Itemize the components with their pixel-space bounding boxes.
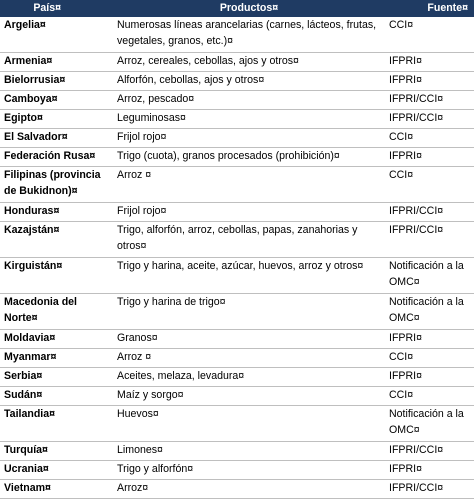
table-row — [0, 72, 474, 91]
table-row — [0, 148, 474, 167]
country-cell: Armenia¤ — [0, 53, 113, 72]
products-cell: Trigo y harina, aceite, azúcar, huevos, arroz y otros¤ — [113, 258, 385, 294]
source-cell: IFPRI¤ — [385, 148, 474, 167]
table-row — [0, 294, 474, 330]
products-cell: Granos¤ — [113, 330, 385, 349]
country-cell: Kirguistán¤ — [0, 258, 113, 294]
table-row — [0, 461, 474, 480]
products-cell: Maíz y sorgo¤ — [113, 387, 385, 406]
table-row — [0, 330, 474, 349]
country-cell: Moldavia¤ — [0, 330, 113, 349]
country-cell: El Salvador¤ — [0, 129, 113, 148]
table-row — [0, 203, 474, 222]
products-cell: Arroz ¤ — [113, 167, 385, 203]
products-cell: Limones¤ — [113, 442, 385, 461]
products-cell: Trigo y harina de trigo¤ — [113, 294, 385, 330]
country-cell: Sudán¤ — [0, 387, 113, 406]
table-row — [0, 167, 474, 203]
source-cell: IFPRI¤ — [385, 72, 474, 91]
country-cell: Federación Rusa¤ — [0, 148, 113, 167]
source-cell: CCI¤ — [385, 17, 474, 53]
table-row — [0, 258, 474, 294]
products-cell: Huevos¤ — [113, 406, 385, 442]
country-cell: Kazajstán¤ — [0, 222, 113, 258]
table-row — [0, 129, 474, 148]
column-header-products: Productos¤ — [113, 0, 385, 17]
table-row — [0, 17, 474, 53]
products-cell: Trigo, alforfón, arroz, cebollas, papas, zanahorias y otros¤ — [113, 222, 385, 258]
products-cell: Trigo (cuota), granos procesados (prohibición)¤ — [113, 148, 385, 167]
source-cell: Notificación a la OMC¤ — [385, 294, 474, 330]
table-row — [0, 480, 474, 499]
table-row — [0, 222, 474, 258]
table-row — [0, 368, 474, 387]
table-row — [0, 349, 474, 368]
source-cell: IFPRI/CCI¤ — [385, 203, 474, 222]
source-cell: IFPRI/CCI¤ — [385, 110, 474, 129]
header-row — [0, 0, 474, 17]
products-cell: Arroz¤ — [113, 480, 385, 499]
country-cell: Argelia¤ — [0, 17, 113, 53]
products-cell: Arroz ¤ — [113, 349, 385, 368]
table-body — [0, 17, 474, 499]
source-cell: IFPRI/CCI¤ — [385, 480, 474, 499]
table-row — [0, 110, 474, 129]
products-cell: Arroz, cereales, cebollas, ajos y otros¤ — [113, 53, 385, 72]
source-cell: CCI¤ — [385, 167, 474, 203]
country-cell: Turquía¤ — [0, 442, 113, 461]
products-cell: Alforfón, cebollas, ajos y otros¤ — [113, 72, 385, 91]
source-cell: IFPRI/CCI¤ — [385, 222, 474, 258]
country-cell: Camboya¤ — [0, 91, 113, 110]
products-cell: Leguminosas¤ — [113, 110, 385, 129]
source-cell: IFPRI/CCI¤ — [385, 442, 474, 461]
source-cell: Notificación a la OMC¤ — [385, 406, 474, 442]
source-cell: IFPRI¤ — [385, 461, 474, 480]
column-header-source: Fuente¤ — [385, 0, 474, 17]
source-cell: IFPRI¤ — [385, 368, 474, 387]
source-cell: IFPRI¤ — [385, 330, 474, 349]
products-cell: Numerosas líneas arancelarias (carnes, lácteos, frutas, vegetales, granos, etc.)¤ — [113, 17, 385, 53]
country-cell: Bielorrusia¤ — [0, 72, 113, 91]
products-cell: Frijol rojo¤ — [113, 203, 385, 222]
country-cell: Filipinas (provincia de Bukidnon)¤ — [0, 167, 113, 203]
country-cell: Honduras¤ — [0, 203, 113, 222]
country-cell: Egipto¤ — [0, 110, 113, 129]
source-cell: CCI¤ — [385, 129, 474, 148]
table-row — [0, 91, 474, 110]
products-cell: Arroz, pescado¤ — [113, 91, 385, 110]
country-cell: Macedonia del Norte¤ — [0, 294, 113, 330]
country-cell: Ucrania¤ — [0, 461, 113, 480]
source-cell: IFPRI¤ — [385, 53, 474, 72]
products-cell: Frijol rojo¤ — [113, 129, 385, 148]
products-cell: Trigo y alforfón¤ — [113, 461, 385, 480]
table-row — [0, 442, 474, 461]
country-cell: Serbia¤ — [0, 368, 113, 387]
country-cell: Tailandia¤ — [0, 406, 113, 442]
country-cell: Vietnam¤ — [0, 480, 113, 499]
products-cell: Aceites, melaza, levadura¤ — [113, 368, 385, 387]
column-header-country: País¤ — [0, 0, 113, 17]
table-row — [0, 387, 474, 406]
source-cell: CCI¤ — [385, 387, 474, 406]
table-row — [0, 53, 474, 72]
country-cell: Myanmar¤ — [0, 349, 113, 368]
source-cell: CCI¤ — [385, 349, 474, 368]
table-row — [0, 406, 474, 442]
source-cell: IFPRI/CCI¤ — [385, 91, 474, 110]
source-cell: Notificación a la OMC¤ — [385, 258, 474, 294]
